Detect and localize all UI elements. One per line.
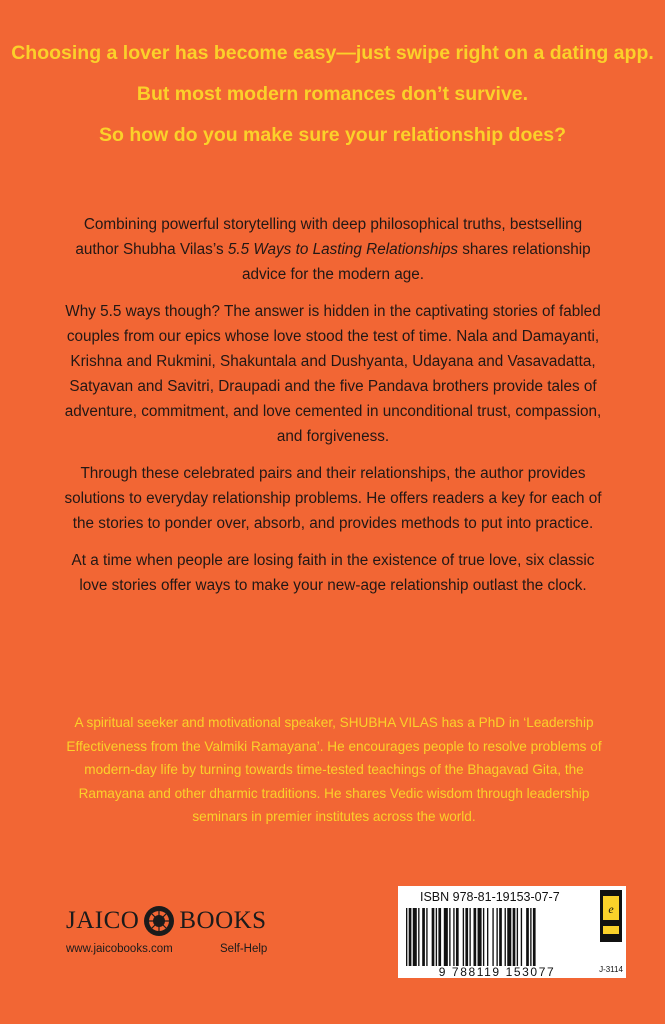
book-category: Self-Help: [220, 943, 268, 955]
author-bio: A spiritual seeker and motivational speaker, SHUBHA VILAS has a PhD in ‘Leadership Effectiveness from the Valmiki Ramayana’. He encourages people to resolve problems of modern-day life by turning towards time-tested teachings of the Bhagavad Gita, the Ramayana and other dharmic traditions. He shares Vedic wisdom through leadership seminars in premier institutes across the world.: [66, 715, 602, 824]
svg-text:e: e: [608, 902, 614, 916]
blurb-paragraph-2: Why 5.5 ways though? The answer is hidden in the captivating stories of fabled couples from our epics whose love stood the test of time. Nala and Damayanti, Krishna and Rukmini, Shakuntala and Dushyanta, Udayana and Vasavadatta, Satyavan and Savitri, Draupadi and the five Pandava brothers provide tales of adventure, commitment, and love cemented in unconditional trust, compassion, and forgiveness.: [64, 303, 602, 445]
publisher-logo: [66, 905, 267, 937]
blurb-paragraph-1: [62, 212, 604, 287]
publisher-website[interactable]: www.jaicobooks.com: [66, 943, 173, 955]
barcode-panel: [398, 886, 596, 978]
blurb-paragraph-3: Through these celebrated pairs and their relationships, the author provides solutions to everyday relationship problems. He offers readers a key for each of the stories to ponder over, absorb, and provides methods to put into practice.: [64, 465, 602, 532]
isbn-label: ISBN 978-81-19153-07-7: [420, 890, 560, 904]
tagline-line-3: So how do you make sure your relationship does?: [98, 124, 566, 146]
ebook-panel: [596, 886, 626, 978]
book-blurb: [62, 212, 604, 610]
tagline: [0, 40, 665, 163]
ean-number: 9 788119 153077: [438, 965, 556, 979]
tagline-line-2: But most modern romances don’t survive.: [136, 83, 529, 105]
book-title: 5.5 Ways to Lasting Relationships: [227, 241, 458, 258]
ebook-available-icon: [600, 890, 622, 942]
publisher-name-left: JAICO: [66, 907, 140, 934]
blurb-text: Combining powerful storytelling with deep philosophical truths, bestselling author Shubha Vilas’s: [75, 216, 583, 258]
sun-emblem-icon: [143, 905, 175, 937]
tagline-line-1: Choosing a lover has become easy—just swipe right on a dating app.: [11, 42, 654, 64]
catalog-code: J-3114: [599, 965, 623, 974]
publisher-name-right: BOOKS: [179, 907, 267, 934]
barcode-icon: [406, 908, 592, 966]
blurb-text: shares relationship advice for the modern age.: [242, 241, 591, 283]
blurb-paragraph-4: At a time when people are losing faith in the existence of true love, six classic love stories offer ways to make your new-age relationship outlast the clock.: [71, 552, 595, 594]
